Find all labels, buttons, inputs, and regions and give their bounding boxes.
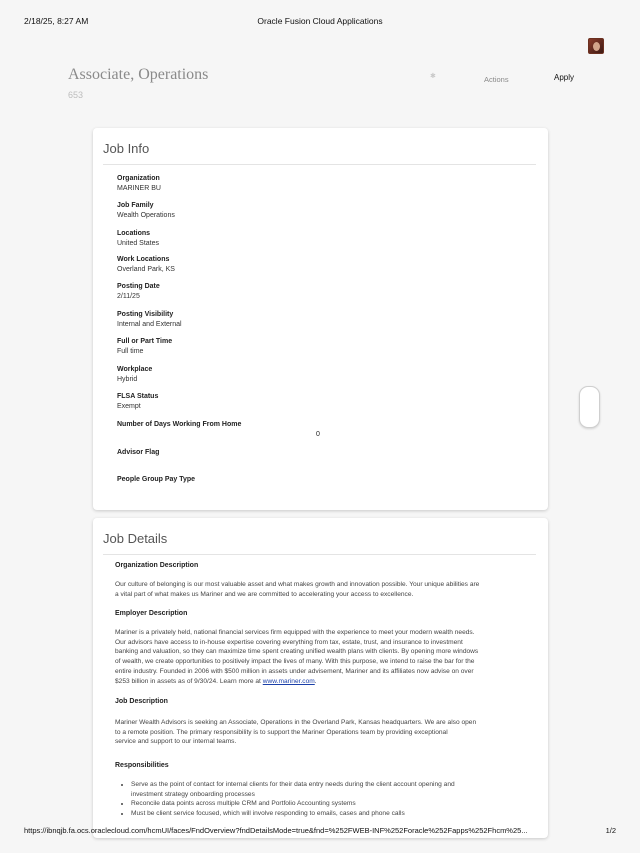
job-info-card [93,128,548,510]
job-details-heading: Job Details [103,531,168,546]
print-datetime: 2/18/25, 8:27 AM [24,16,89,26]
print-url: https://ibnqjb.fa.ocs.oraclecloud.com/hcmUI/faces/FndOverview?fndDetailsMode=true&fnd=%252FWEB-INF%252Foracle%252Fapps%252Fhcm%25... [24,826,528,835]
page-number: 1/2 [605,826,616,835]
org-desc-text: Our culture of belonging is our most valuable asset and what makes growth and innovation possible. Your unique abilities are a vital part of what makes us Mariner and we are committed to accelerating your access to excellence. [115,581,480,598]
field-full-part-time: Full or Part Time Full time [117,338,173,355]
field-posting-visibility: Posting Visibility Internal and External [117,311,182,328]
field-work-locations: Work Locations Overland Park, KS [117,256,175,273]
divider [103,554,536,555]
job-desc-text: Mariner Wealth Advisors is seeking an Associate, Operations in the Overland Park, Kansas headquarters. We are also open to a remote position. The primary responsibility is to support the Mariner Operations team by providing exceptional service and support to our internal teams. [115,719,477,746]
employer-desc-heading: Employer Description [115,610,188,617]
field-workplace: Workplace Hybrid [117,366,153,383]
page-title: Associate, Operations [68,66,209,83]
field-days-wfh-value: 0 [316,431,320,438]
responsibilities-list [123,780,535,819]
scroll-handle[interactable] [579,386,600,428]
field-posting-date: Posting Date 2/11/25 [117,283,160,300]
field-organization: Organization MARINER BU [117,175,161,192]
list-item: • Reconcile data points across multiple CRM and Portfolio Accounting systems [131,799,535,809]
employer-desc-text: Mariner is a privately held, national financial services firm equipped with the experience to meet your modern wealth needs. Our advisors have access to in-house expertise covering everything from tax, estate, trust, and insurance to investment banking and valuation, so they can maximize time spent creating unified wealth plans with clients. By opening more windows of wealth, we create opportunities to positively impact the lives of many. With this purpose, we intend to raise the bar for the entire industry. Founded in 2006 with $500 million in assets under advisement, Mariner and its affiliates now advise on over $253 billion in assets as of 9/30/24. Learn more at www.mariner.com. [115,629,479,685]
job-details-card [93,518,548,838]
star-icon[interactable]: ✱ [430,73,436,80]
field-locations: Locations United States [117,230,160,247]
user-avatar[interactable] [588,38,604,54]
mariner-link[interactable]: www.mariner.com [262,677,315,685]
field-pay-type: People Group Pay Type [117,476,196,483]
list-item: • Serve as the point of contact for internal clients for their data entry needs during the client account opening and investment strategy onboarding processes [131,780,535,799]
field-days-wfh: Number of Days Working From Home [117,421,242,428]
responsibilities-heading: Responsibilities [115,762,169,769]
field-advisor-flag: Advisor Flag [117,449,160,456]
org-desc-heading: Organization Description [115,562,199,569]
job-info-heading: Job Info [103,141,150,156]
requisition-number: 653 [68,90,84,100]
actions-menu[interactable]: Actions [484,75,509,84]
print-page-title: Oracle Fusion Cloud Applications [257,16,383,26]
list-item: • Must be client service focused, which will involve responding to emails, cases and phone calls [131,809,535,819]
job-desc-heading: Job Description [115,698,168,705]
divider [103,164,536,165]
field-flsa-status: FLSA Status Exempt [117,393,159,410]
field-job-family: Job Family Wealth Operations [117,202,175,219]
apply-button[interactable]: Apply [554,73,575,82]
avatar-face [593,42,600,51]
